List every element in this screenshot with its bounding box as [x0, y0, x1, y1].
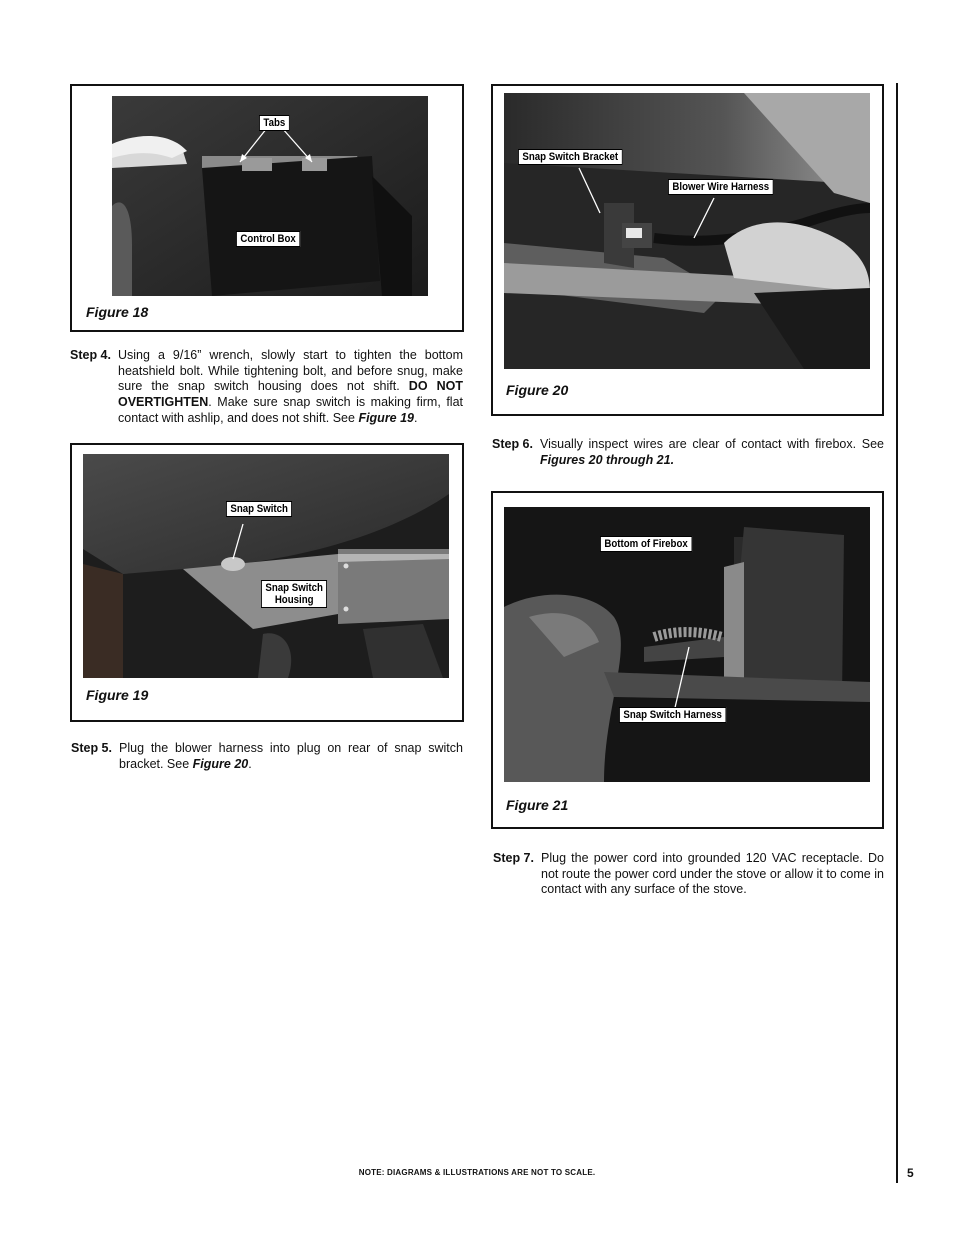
step-6-number: Step 6.	[492, 437, 533, 451]
figure-19-label: Figure 19	[86, 687, 149, 703]
callout-housing-line-1: Snap Switch	[265, 582, 323, 594]
step-4-figure-ref: Figure 19	[358, 410, 415, 425]
figure-18-label: Figure 18	[86, 304, 149, 320]
figure-21-box	[491, 491, 884, 829]
figure-20-label: Figure 20	[506, 382, 569, 398]
callout-blower-wire-harness: Blower Wire Harness	[668, 179, 774, 195]
step-5	[71, 741, 463, 772]
step-6-text: Visually inspect wires are clear of contact with firebox. See	[540, 437, 884, 451]
step-4	[70, 348, 463, 427]
step-5-text: Plug the blower harness into plug on rear of snap switch bracket. See	[119, 741, 463, 771]
scale-note: NOTE: DIAGRAMS & ILLUSTRATIONS ARE NOT TO SCALE.	[358, 1168, 596, 1177]
step-4-number: Step 4.	[70, 348, 111, 362]
figure-21-label: Figure 21	[506, 797, 569, 813]
step-5-end: .	[248, 756, 252, 771]
figure-20-photo	[504, 93, 870, 369]
figure-19-box	[70, 443, 464, 722]
right-margin-rule	[896, 83, 898, 1183]
step-5-figure-ref: Figure 20	[192, 756, 249, 771]
callout-snap-switch-housing	[261, 580, 327, 608]
callout-control-box: Control Box	[236, 231, 300, 247]
callout-housing-line-2: Housing	[274, 594, 314, 606]
step-4-text-b: . Make sure snap switch is making firm, flat contact with ashlip, and does not shift. See	[118, 395, 463, 425]
figure-19-photo	[83, 454, 449, 678]
callout-tabs: Tabs	[259, 115, 290, 131]
callout-snap-switch-harness: Snap Switch Harness	[619, 707, 726, 723]
step-7	[493, 851, 884, 898]
step-7-text: Plug the power cord into grounded 120 VAC receptacle. Do not route the power cord under the stove or allow it to come in contact with any surface of the stove.	[541, 851, 884, 897]
step-4-end: .	[414, 410, 418, 425]
callout-snap-switch-bracket: Snap Switch Bracket	[518, 149, 623, 165]
figure-20-box	[491, 84, 884, 416]
callout-bottom-of-firebox: Bottom of Firebox	[600, 536, 692, 552]
step-5-number: Step 5.	[71, 741, 112, 755]
step-4-text-a: Using a 9/16” wrench, slowly start to tighten the bottom heatshield bolt. While tightening bolt, and before snug, make sure the snap switch housing does not shift.	[118, 348, 463, 394]
figure-18-photo	[112, 96, 428, 296]
callout-snap-switch: Snap Switch	[226, 501, 292, 517]
step-4-warning: DO NOT OVERTIGHTEN	[118, 379, 464, 410]
page-number: 5	[907, 1166, 914, 1180]
step-6-figure-ref: Figures 20 through 21.	[540, 452, 675, 467]
figure-21-photo	[504, 507, 870, 782]
step-6	[492, 437, 884, 468]
step-7-number: Step 7.	[493, 851, 534, 865]
figure-18-box	[70, 84, 464, 332]
